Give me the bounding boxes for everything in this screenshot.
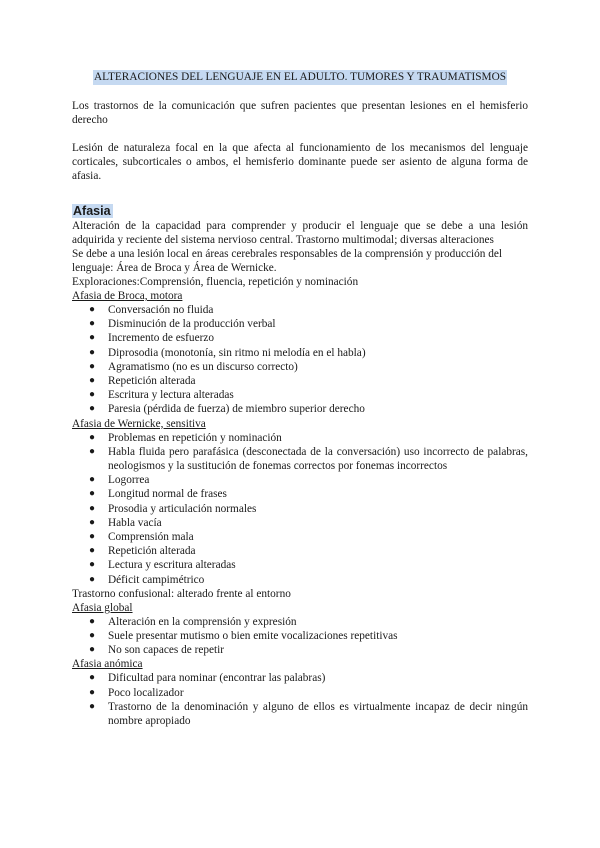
list-item: ● Poco localizador [89,686,184,699]
confusional-line: Trastorno confusional: alterado frente al entorno [72,587,291,600]
broca-heading: Afasia de Broca, motora [72,290,183,302]
bullet-icon: ● [89,559,96,571]
section-heading-afasia: Afasia [73,204,111,218]
list-item: ● Comprensión mala [89,531,194,544]
bullet-icon: ● [89,474,96,486]
explorations-line: Exploraciones:Comprensión, fluencia, repetición y nominación [72,276,359,288]
list-item: ● Habla vacía [89,516,162,529]
bullet-icon: ● [89,304,96,315]
list-item: ● Longitud normal de frases [89,488,227,501]
list-item: ● Dificultad para nominar (encontrar las palabras) [89,672,326,685]
wernicke-list [72,431,528,587]
document-body [72,99,528,728]
bullet-icon: ● [89,531,96,543]
bullet-icon: ● [89,615,96,627]
list-item: ● No son capaces de repetir [89,644,225,657]
global-heading: Afasia global [72,601,133,614]
bullet-icon: ● [89,318,96,330]
list-item: ● Paresia (pérdida de fuerza) de miembro superior derecho [89,403,365,416]
list-item: ● Lectura y escritura alteradas [89,559,236,572]
bullet-icon: ● [89,573,96,585]
bullet-icon: ● [89,672,96,684]
bullet-icon: ● [89,346,96,358]
list-item: ● Logorrea [89,474,150,487]
list-item: ● Repetición alterada [89,375,196,388]
list-item: ● Escritura y lectura alteradas [89,389,234,402]
bullet-icon: ● [89,644,96,656]
bullet-icon: ● [89,700,96,712]
list-item: ● Repetición alterada [89,545,196,558]
intro-paragraph-1: Los trastornos de la comunicación que sufren pacientes que presentan lesiones en el hemisferio derecho [72,100,528,126]
bullet-icon: ● [89,502,96,514]
bullet-icon: ● [89,403,96,415]
bullet-icon: ● [89,431,96,443]
document-title: ALTERACIONES DEL LENGUAJE EN EL ADULTO. TUMORES Y TRAUMATISMOS [93,71,507,83]
list-item: ● Disminución de la producción verbal [89,318,276,331]
bullet-icon: ● [89,332,96,344]
bullet-icon: ● [89,375,96,387]
list-item: ● Agramatismo (no es un discurso correcto) [89,360,298,373]
list-item: ● Conversación no fluida [89,304,214,316]
bullet-icon: ● [89,516,96,528]
list-item: ● Suele presentar mutismo o bien emite vocalizaciones repetitivas [89,630,398,643]
afasia-cause: Se debe a una lesión local en áreas cerebrales responsables de la comprensión y producción del lenguaje: Área de Broca y Área de Wernicke. [72,248,503,274]
anomica-heading: Afasia anómica [72,658,143,671]
anomica-list [72,671,528,728]
bullet-icon: ● [89,360,96,372]
list-item: ● Habla fluida pero parafásica (desconectada de la conversación) uso incorrecto de palabras, neologismos y la sustitución de fonemas correctos por fonemas incorrectos [89,445,528,473]
afasia-definition: Alteración de la capacidad para comprender y producir el lenguaje que se debe a una lesión adquirida y reciente del sistema nervioso central. Trastorno multimodal; diversas alteraciones [72,220,528,246]
broca-list [72,303,528,417]
list-item: ● Diprosodia (monotonía, sin ritmo ni melodía en el habla) [89,346,366,359]
list-item: ● Trastorno de la denominación y alguno de ellos es virtualmente incapaz de decir ningún nombre apropiado [89,700,528,728]
list-item: ● Déficit campimétrico [89,573,205,586]
list-item: ● Problemas en repetición y nominación [89,431,282,444]
bullet-icon: ● [89,630,96,642]
intro-paragraph-2: Lesión de naturaleza focal en la que afecta al funcionamiento de los mecanismos del lenguaje corticales, subcorticales o ambos, el hemisferio dominante puede ser asiento de alguna forma de afasia. [72,142,528,182]
list-item: ● Incremento de esfuerzo [89,332,215,345]
list-item: ● Prosodia y articulación normales [89,502,257,515]
global-list [72,615,528,658]
bullet-icon: ● [89,545,96,557]
bullet-icon: ● [89,389,96,401]
wernicke-heading: Afasia de Wernicke, sensitiva [72,417,206,430]
bullet-icon: ● [89,445,96,457]
list-item: ● Alteración en la comprensión y expresión [89,615,297,628]
bullet-icon: ● [89,686,96,698]
bullet-icon: ● [89,488,96,500]
